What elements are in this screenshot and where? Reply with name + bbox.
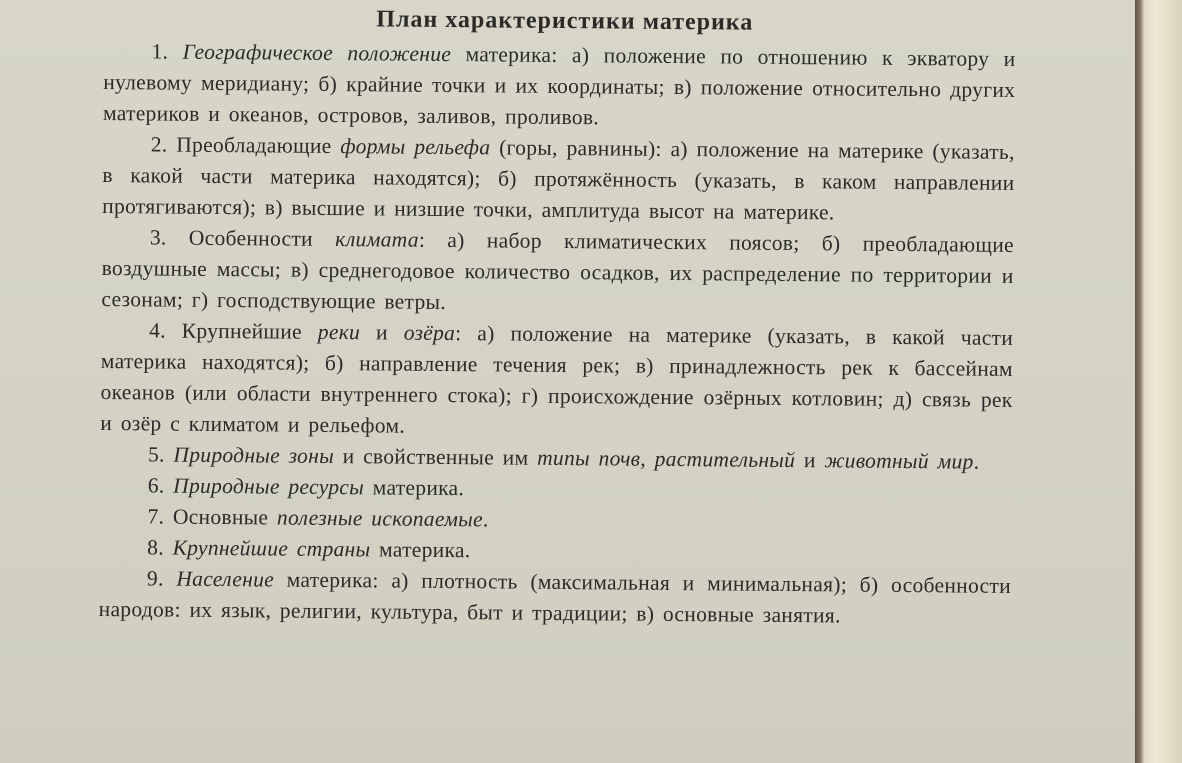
item-8-text: материка.: [370, 537, 471, 563]
item-4-lead: 4. Крупнейшие: [149, 318, 318, 344]
page-edge: [1135, 0, 1182, 763]
item-9-text: материка: а) плотность (максимальная и минимальная); б) особенности народов: их язык, религии, культура, быт и традиции; в) основные занятия.: [98, 567, 1012, 628]
item-8-term: Крупнейшие страны: [172, 535, 371, 562]
item-4-text: : а) положение на материке (указать, в какой части материка находятся); б) направление течения рек; в) принадлежность рек к бассейнам океанов (или области внутреннего стока); г) происхождение озёрных котловин; д) связь рек и озёр с климатом и рельефом.: [100, 321, 1014, 438]
item-7-end: .: [482, 507, 489, 532]
item-6-text: материка.: [363, 475, 465, 501]
item-3-term: климата: [335, 227, 419, 252]
item-1-text: материка: а) положение по отношению к экватору и нулевому меридиану; б) крайние точки и их координаты; в) положение относительно других материков и океанов, островов, заливов, проливов.: [102, 42, 1016, 130]
plan-item-1: [103, 36, 1016, 137]
plan-item-2: [102, 129, 1015, 230]
plan-item-9: [99, 563, 1012, 633]
item-5-term-fauna: животный мир: [824, 448, 974, 474]
item-3-text: : а) набор климатических поясов; б) преобладающие воздушные массы; в) среднегодовое количество осадков, их распределение по территории и сезонам; г) господствующие ветры.: [101, 227, 1015, 314]
item-5-mid: и свойственные им: [333, 444, 538, 470]
item-4-term-lakes: озёра: [403, 320, 456, 346]
item-5-term-soils: типы почв, растительный: [537, 445, 796, 473]
item-1-term: Географическое положение: [182, 39, 452, 67]
item-1-number: 1.: [151, 39, 183, 64]
plan-item-4: [100, 315, 1013, 447]
item-2-term: формы рельефа: [340, 134, 491, 160]
item-2-text: (горы, равнины): а) положение на материке (указать, в какой части материка находятся); б) протяжённость (указать, в каком направлении протягиваются); в) высшие и низшие точки, амплитуда высот на материке.: [102, 135, 1015, 225]
item-5-number: 5.: [147, 442, 174, 467]
item-2-lead: 2. Преобладающие: [150, 132, 341, 159]
plan-item-3: [101, 222, 1014, 323]
item-5-conj: и: [795, 448, 825, 473]
item-7-term: полезные ископаемые: [276, 505, 484, 532]
item-9-number: 9.: [146, 566, 177, 591]
page-content: [99, 2, 1016, 633]
item-6-number: 6.: [147, 473, 174, 498]
item-3-lead: 3. Особенности: [149, 225, 336, 252]
item-5-term-zones: Природные зоны: [173, 442, 335, 469]
item-4-term-rivers: реки: [317, 319, 361, 345]
item-4-conj: и: [360, 320, 404, 345]
item-5-end: .: [973, 449, 980, 474]
item-6-term: Природные ресурсы: [173, 473, 365, 500]
item-8-number: 8.: [147, 535, 173, 560]
item-7-lead: 7. Основные: [147, 504, 278, 530]
item-9-term: Население: [176, 566, 275, 592]
page-title: План характеристики материка: [376, 6, 754, 36]
